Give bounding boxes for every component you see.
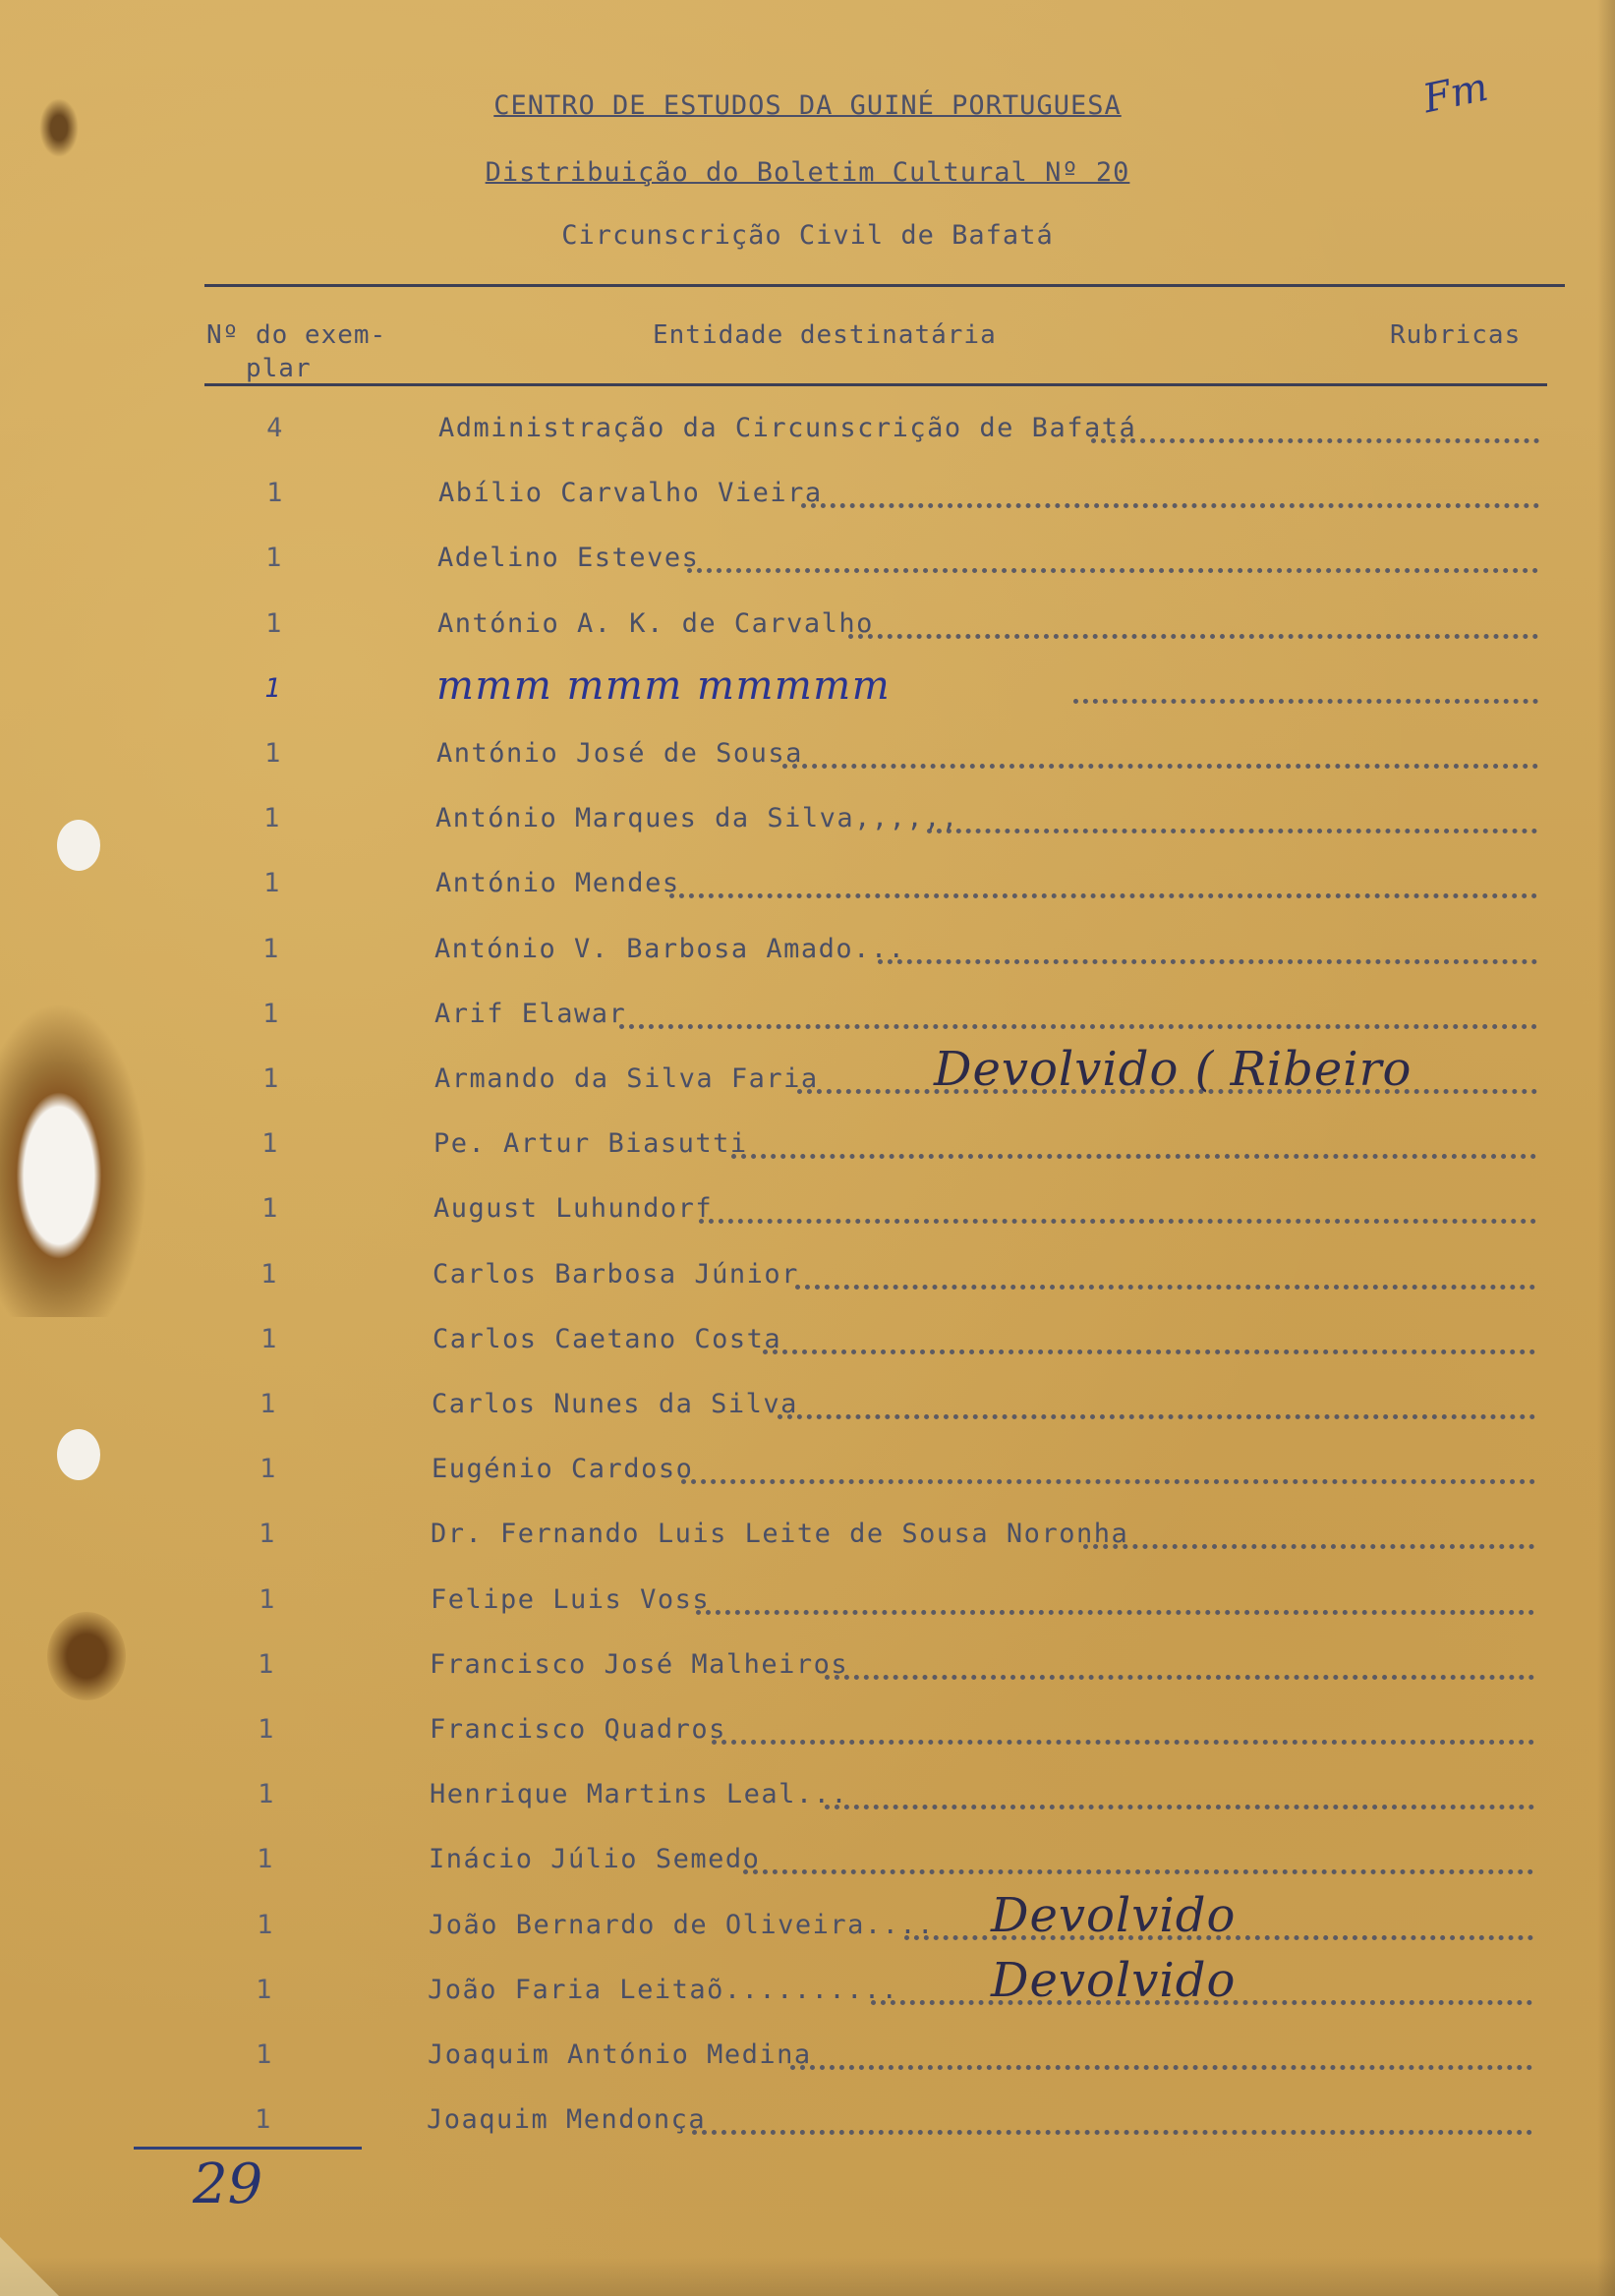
total-count: 29 [193,2152,263,2216]
folded-corner [0,2237,59,2296]
leader-dots [743,1860,1533,1874]
leader-dots [712,1730,1534,1745]
table-row [0,1779,1615,1836]
copy-count: 1 [255,2104,272,2136]
copy-count: 1 [262,933,280,964]
leader-dots [687,558,1538,573]
table-row [0,1324,1615,1381]
document-subtitle: Circunscrição Civil de Bafatá [561,220,1054,251]
copy-count: 1 [259,1583,276,1615]
leader-dots [681,1469,1535,1484]
total-underline [134,2147,362,2150]
handwritten-note: Devolvido [991,1887,1237,1943]
table-row [0,803,1615,860]
table-row [0,662,1615,730]
recipient-name: Abílio Carvalho Vieira [438,478,823,509]
recipient-name: Armando da Silva Faria [434,1063,819,1094]
copy-count: 1 [264,672,282,704]
copy-count: 4 [266,413,284,443]
recipient-name: António A. K. de Carvalho [437,607,874,639]
copy-count: 1 [256,2039,273,2070]
leader-dots [927,819,1537,833]
recipient-name: António José de Sousa [436,738,803,769]
table-row [0,543,1615,600]
struck-out-entry: mmm mmm mmmmm [436,662,892,709]
leader-dots [825,1665,1534,1680]
leader-dots [696,1600,1534,1615]
top-rule [204,284,1565,287]
recipient-name: Carlos Barbosa Júnior [433,1258,799,1290]
recipient-name: Joaquim Mendonça [427,2104,707,2136]
leader-dots [699,1209,1536,1224]
copy-count: 1 [262,1063,280,1094]
leader-dots [801,493,1539,508]
signature-column-header: Rubricas [1390,320,1522,350]
handwritten-note: Devolvido ( Ribeiro [934,1042,1413,1097]
table-row [0,2039,1615,2096]
leader-dots [619,1014,1537,1029]
copy-count: 1 [260,1258,278,1290]
table-row [0,738,1615,795]
table-row [0,1844,1615,1901]
recipient-name: Joaquim António Medina [428,2039,812,2070]
recipient-name: Carlos Caetano Costa [433,1323,782,1354]
table-row [0,1389,1615,1446]
recipient-name: Henrique Martins Leal... [430,1779,849,1810]
table-row [0,1714,1615,1771]
leader-dots [790,2055,1532,2070]
copy-count: 1 [257,1909,274,1940]
document-title: Distribuição do Boletim Cultural Nº 20 [485,157,1130,188]
table-row [0,413,1615,470]
initials-signature: Fm [1418,64,1492,123]
table-row [0,1259,1615,1316]
copy-count: 1 [265,543,283,574]
copy-count: 1 [257,1844,274,1875]
copy-count: 1 [259,1519,276,1550]
copy-count: 1 [260,1389,277,1419]
table-row [0,1887,1615,1967]
copy-count: 1 [260,1323,278,1354]
copy-count: 1 [263,803,281,834]
recipient-name: Carlos Nunes da Silva [432,1389,798,1419]
copy-count: 1 [266,478,284,509]
header-rule [204,383,1547,386]
table-row [0,1584,1615,1641]
copy-count: 1 [261,1128,279,1160]
leader-dots [669,884,1537,898]
leader-dots [731,1144,1536,1159]
copy-count: 1 [262,998,280,1029]
recipient-name: Felipe Luis Voss [431,1583,711,1615]
table-row [0,478,1615,535]
copy-count: 1 [265,607,283,639]
recipient-name: Francisco Quadros [430,1714,726,1745]
recipient-name: António Mendes [435,868,680,899]
recipient-name: Pe. Artur Biasutti [433,1128,748,1160]
copy-count: 1 [261,1193,279,1225]
recipient-name: Arif Elawar [434,998,627,1029]
leader-dots [878,949,1537,964]
copy-count: 1 [258,1714,275,1745]
table-row [0,934,1615,991]
copy-count: 1 [260,1454,277,1485]
leader-dots [1083,1534,1534,1549]
table-row [0,1519,1615,1576]
table-row [0,1193,1615,1250]
leader-dots [1091,429,1539,443]
recipient-name: Francisco José Malheiros [430,1648,849,1680]
leader-dots [848,624,1538,639]
copy-count: 1 [258,1648,275,1680]
table-row [0,608,1615,665]
qty-column-header: Nº do exem- [206,320,387,350]
recipient-name: Dr. Fernando Luis Leite de Sousa Noronha [431,1519,1129,1550]
table-row [0,1454,1615,1511]
recipient-name: António Marques da Silva,,,,,, [435,803,959,834]
leader-dots [763,1340,1535,1354]
recipient-name: Eugénio Cardoso [432,1454,694,1485]
recipient-name: António V. Barbosa Amado... [434,933,906,964]
table-row [0,1128,1615,1185]
recipient-name: João Bernardo de Oliveira.... [429,1909,935,1940]
leader-dots [825,1795,1534,1809]
recipient-name: Adelino Esteves [437,543,700,574]
entity-column-header: Entidade destinatária [653,320,997,350]
copy-count: 1 [264,738,282,769]
paper-edge-bottom [0,2257,1615,2296]
leader-dots [1073,689,1538,704]
table-row [0,868,1615,925]
table-row [0,1042,1615,1120]
leader-dots [795,1275,1535,1290]
table-row [0,1952,1615,2032]
leader-dots [778,1405,1535,1419]
copy-count: 1 [258,1779,275,1810]
copy-count: 1 [263,868,281,899]
recipient-name: Inácio Júlio Semedo [429,1844,761,1875]
recipient-name: August Luhundorf [433,1193,714,1225]
handwritten-note: Devolvido [991,1952,1237,2008]
recipient-name: João Faria Leitaõ.......... [428,1974,899,2005]
leader-dots [782,754,1538,769]
table-row [0,1649,1615,1706]
recipient-name: Administração da Circunscrição de Bafatá [438,413,1137,443]
leader-dots [692,2120,1532,2135]
org-heading: CENTRO DE ESTUDOS DA GUINÉ PORTUGUESA [493,90,1122,121]
copy-count: 1 [256,1974,273,2005]
qty-column-header-cont: plar [246,354,312,383]
